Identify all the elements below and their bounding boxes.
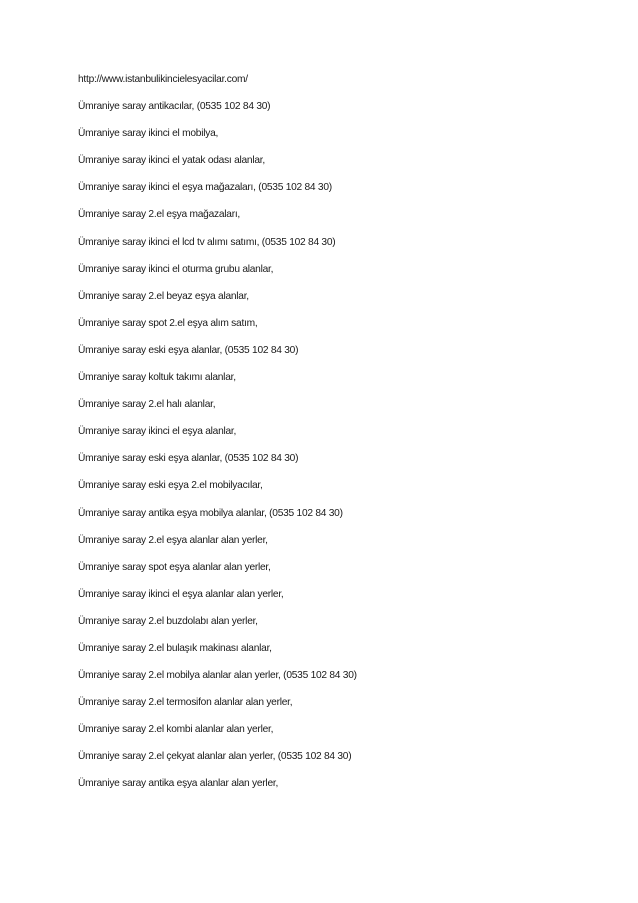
text-line: Ümraniye saray antika eşya alanlar alan yerler,: [78, 778, 279, 790]
text-line: Ümraniye saray 2.el eşya alanlar alan yerler,: [78, 534, 268, 546]
text-line: Ümraniye saray eski eşya alanlar, (0535 102 84 30): [78, 344, 299, 356]
text-line: Ümraniye saray 2.el kombi alanlar alan yerler,: [78, 724, 274, 736]
text-line: Ümraniye saray spot eşya alanlar alan yerler,: [78, 561, 271, 573]
text-line: Ümraniye saray eski eşya alanlar, (0535 102 84 30): [78, 453, 299, 465]
text-line: Ümraniye saray koltuk takımı alanlar,: [78, 372, 236, 384]
text-line: Ümraniye saray antika eşya mobilya alanlar, (0535 102 84 30): [78, 507, 343, 519]
text-line: Ümraniye saray ikinci el mobilya,: [78, 128, 219, 140]
text-line: Ümraniye saray 2.el beyaz eşya alanlar,: [78, 290, 249, 302]
text-line: Ümraniye saray 2.el buzdolabı alan yerler,: [78, 615, 258, 627]
text-line: Ümraniye saray 2.el bulaşık makinası alanlar,: [78, 642, 272, 654]
text-line: Ümraniye saray 2.el halı alanlar,: [78, 399, 216, 411]
text-line: Ümraniye saray ikinci el yatak odası alanlar,: [78, 155, 265, 167]
text-line: Ümraniye saray 2.el çekyat alanlar alan yerler, (0535 102 84 30): [78, 751, 352, 763]
text-line: Ümraniye saray 2.el termosifon alanlar alan yerler,: [78, 697, 293, 709]
text-line: Ümraniye saray antikacılar, (0535 102 84 30): [78, 101, 271, 113]
text-line: Ümraniye saray ikinci el eşya alanlar alan yerler,: [78, 588, 284, 600]
text-line: Ümraniye saray ikinci el eşya alanlar,: [78, 426, 237, 438]
text-line: Ümraniye saray ikinci el oturma grubu alanlar,: [78, 263, 274, 275]
text-line: Ümraniye saray ikinci el lcd tv alımı satımı, (0535 102 84 30): [78, 236, 336, 248]
text-line: Ümraniye saray 2.el mobilya alanlar alan yerler, (0535 102 84 30): [78, 670, 357, 682]
text-line: Ümraniye saray spot 2.el eşya alım satım,: [78, 317, 258, 329]
text-line: Ümraniye saray eski eşya 2.el mobilyacılar,: [78, 480, 263, 492]
text-lines: [78, 72, 357, 804]
text-line: Ümraniye saray 2.el eşya mağazaları,: [78, 209, 240, 221]
text-line: Ümraniye saray ikinci el eşya mağazaları, (0535 102 84 30): [78, 182, 332, 194]
website-url-line: http://www.istanbulikincielesyacilar.com/: [78, 74, 248, 85]
